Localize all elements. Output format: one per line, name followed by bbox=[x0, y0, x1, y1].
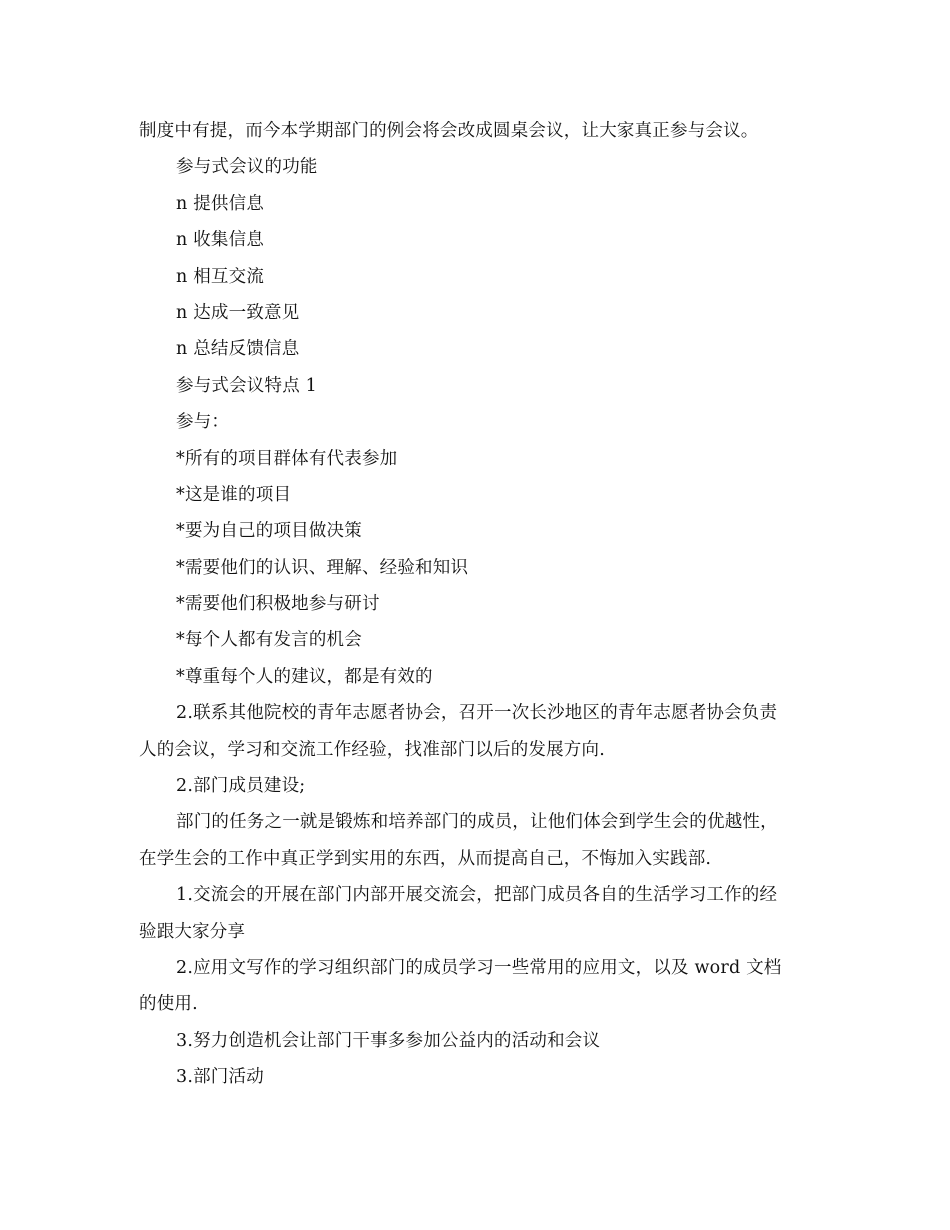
list-item: n 提供信息 bbox=[176, 193, 265, 214]
paragraph-line: 2.应用文写作的学习组织部门的成员学习一些常用的应用文，以及 word 文档 bbox=[176, 957, 782, 978]
text-line: 参与： bbox=[176, 412, 230, 433]
section-heading: 3.部门活动 bbox=[176, 1067, 264, 1088]
section-heading: 参与式会议的功能 bbox=[176, 157, 318, 178]
paragraph-line: 验跟大家分享 bbox=[139, 921, 246, 942]
paragraph-line: 的使用. bbox=[139, 994, 198, 1015]
list-item: *需要他们积极地参与研讨 bbox=[176, 594, 380, 615]
list-item: *要为自己的项目做决策 bbox=[176, 521, 362, 542]
paragraph-line: 3.努力创造机会让部门干事多参加公益内的活动和会议 bbox=[176, 1030, 601, 1051]
document-body bbox=[139, 113, 819, 1096]
list-item: n 收集信息 bbox=[176, 230, 265, 251]
list-item: n 总结反馈信息 bbox=[176, 339, 300, 360]
list-item: n 达成一致意见 bbox=[176, 302, 300, 323]
section-heading: 参与式会议特点 1 bbox=[176, 375, 317, 396]
paragraph-line: 在学生会的工作中真正学到实用的东西，从而提高自己，不悔加入实践部. bbox=[139, 848, 712, 869]
section-heading: 2.部门成员建设; bbox=[176, 776, 306, 797]
list-item: *每个人都有发言的机会 bbox=[176, 630, 362, 651]
list-item: *所有的项目群体有代表参加 bbox=[176, 448, 398, 469]
list-item: *需要他们的认识、理解、经验和知识 bbox=[176, 557, 469, 578]
list-item: n 相互交流 bbox=[176, 266, 265, 287]
list-item: *尊重每个人的建议，都是有效的 bbox=[176, 666, 433, 687]
paragraph-line: 2.联系其他院校的青年志愿者协会，召开一次长沙地区的青年志愿者协会负责 bbox=[176, 703, 778, 724]
text-line: 制度中有提，而今本学期部门的例会将会改成圆桌会议，让大家真正参与会议。 bbox=[139, 121, 759, 141]
paragraph-line: 人的会议，学习和交流工作经验，找准部门以后的发展方向. bbox=[139, 739, 605, 760]
paragraph-line: 1.交流会的开展在部门内部开展交流会，把部门成员各自的生活学习工作的经 bbox=[176, 885, 778, 906]
paragraph-line: 部门的任务之一就是锻炼和培养部门的成员，让他们体会到学生会的优越性， bbox=[176, 812, 778, 833]
list-item: *这是谁的项目 bbox=[176, 484, 292, 505]
